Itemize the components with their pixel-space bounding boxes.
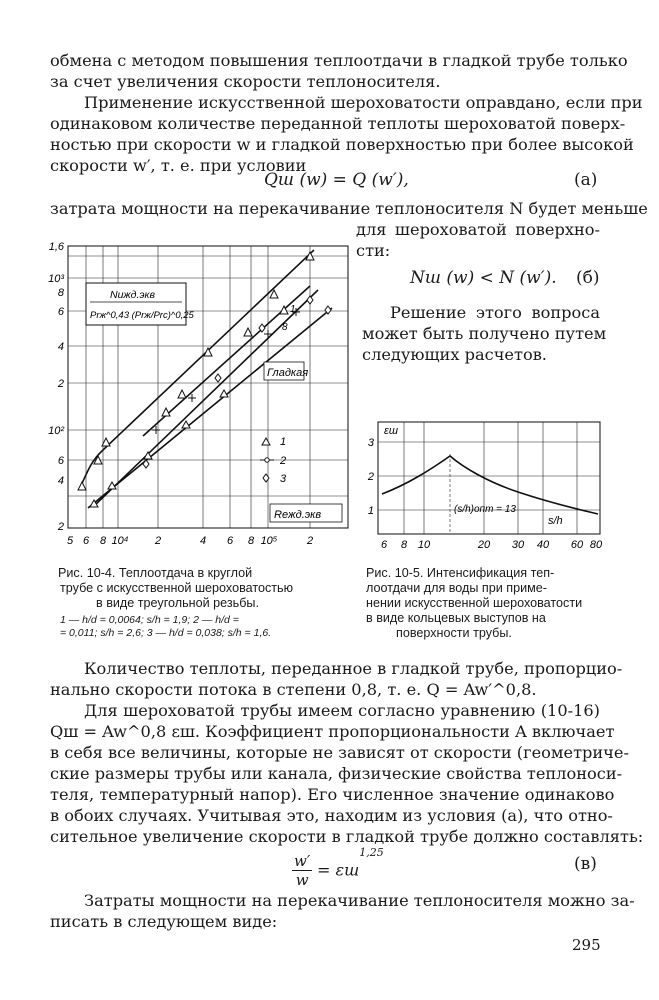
equation-c bbox=[292, 846, 384, 889]
fig4-legend-2: 2 bbox=[280, 455, 287, 467]
text-line: может быть получено путем bbox=[362, 324, 607, 343]
fig4-legend-line: 1 — h/d = 0,0064; s/h = 1,9; 2 — h/d = bbox=[60, 614, 239, 626]
fig4-label-box bbox=[86, 283, 195, 325]
fig4-y-ticks bbox=[48, 241, 65, 533]
svg-text:6: 6 bbox=[226, 535, 234, 547]
fig4-caption-line: Рис. 10-4. Теплоотдача в круглой bbox=[58, 566, 253, 580]
fig5-grid bbox=[378, 422, 600, 534]
fig5-caption-line: лоотдачи для воды при приме- bbox=[366, 581, 548, 595]
svg-text:60: 60 bbox=[570, 539, 584, 551]
fig4-x-ticks bbox=[67, 535, 313, 547]
svg-text:10³: 10³ bbox=[48, 273, 64, 285]
svg-text:10²: 10² bbox=[48, 425, 64, 437]
fig4-y-label-den: Prж^0,43 (Prж/Prс)^0,25 bbox=[90, 310, 194, 321]
fig5-y-label: εш bbox=[384, 425, 398, 437]
fig4-triangle-markers bbox=[90, 390, 228, 507]
svg-text:6: 6 bbox=[380, 539, 388, 551]
text-line: Решение этого вопроса bbox=[390, 303, 600, 322]
fig4-x-label: Reжд.экв bbox=[274, 509, 322, 521]
equation-c-label: (в) bbox=[574, 854, 597, 874]
svg-text:8: 8 bbox=[57, 287, 64, 299]
svg-text:1,6: 1,6 bbox=[48, 241, 64, 253]
svg-text:6: 6 bbox=[57, 306, 64, 318]
text-line: писать в следующем виде: bbox=[50, 912, 278, 931]
equation-b: Nш (w) < N (w′). bbox=[410, 268, 557, 288]
svg-text:2: 2 bbox=[367, 471, 374, 483]
text-line: Количество теплоты, переданное в гладкой трубе, пропорцио- bbox=[84, 659, 623, 678]
equation-a: Qш (w) = Q (w′), bbox=[264, 170, 409, 190]
text-line: в себя все величины, которые не зависят от скорости (геометриче- bbox=[50, 743, 629, 762]
text-line: сительное увеличение скорости в гладкой трубе должно составлять: bbox=[50, 827, 644, 846]
equation-a-label: (а) bbox=[574, 170, 598, 190]
text-line: нально скорости потока в степени 0,8, т. е. Q = Aw′^0,8. bbox=[50, 680, 537, 699]
svg-text:2: 2 bbox=[57, 521, 64, 533]
svg-text:8: 8 bbox=[400, 539, 408, 551]
equation-b-label: (б) bbox=[576, 268, 600, 288]
fig4-smooth-label: Гладкая bbox=[267, 367, 309, 379]
text-line: в обоих случаях. Учитывая это, находим из условия (а), что отно- bbox=[50, 806, 613, 825]
svg-text:6: 6 bbox=[57, 455, 64, 467]
text-line: за счет увеличения скорости теплоносителя. bbox=[50, 72, 441, 91]
text-line: ностью при скорости w и гладкой поверхностью при более высокой bbox=[50, 135, 634, 154]
fig4-caption-line: трубе с искусственной шероховатостью bbox=[60, 581, 294, 595]
eq-c-denominator: w bbox=[295, 870, 309, 889]
fig4-legend-3: 3 bbox=[280, 473, 287, 485]
text-line: Для шероховатой трубы имеем согласно уравнению (10-16) bbox=[84, 701, 600, 720]
fig5-x-ticks bbox=[381, 539, 603, 551]
fig5-caption-line: в виде кольцевых выступов на bbox=[366, 611, 546, 625]
svg-text:4: 4 bbox=[57, 341, 64, 353]
text-line: теля, температурный напор). Его численное значение одинаково bbox=[50, 785, 615, 804]
svg-text:2: 2 bbox=[306, 535, 314, 547]
fig4-caption-line: в виде треугольной резьбы. bbox=[96, 596, 259, 610]
text-line: Qш = Aw^0,8 εш. Коэффициент пропорциональности A включает bbox=[50, 722, 615, 741]
svg-text:1: 1 bbox=[367, 505, 374, 517]
text-line: Применение искусственной шероховатости оправдано, если при bbox=[84, 93, 643, 112]
text-line: для шероховатой поверхно- bbox=[356, 220, 600, 239]
svg-text:3: 3 bbox=[367, 437, 374, 449]
fig5-x-label: s/h bbox=[548, 515, 563, 527]
svg-text:8: 8 bbox=[99, 535, 107, 547]
text-line: одинаковом количестве переданной теплоты шероховатой поверх- bbox=[50, 114, 626, 133]
svg-text:6: 6 bbox=[82, 535, 90, 547]
text-line: ские размеры трубы или канала, физические свойства теплоноси- bbox=[50, 764, 623, 783]
svg-text:10: 10 bbox=[417, 539, 431, 551]
svg-text:40: 40 bbox=[536, 539, 550, 551]
fig5-y-ticks bbox=[367, 437, 375, 517]
page-number: 295 bbox=[572, 936, 601, 954]
text-line: обмена с методом повышения теплоотдачи в гладкой трубе только bbox=[50, 51, 628, 70]
fig4-curve-1 bbox=[88, 308, 332, 508]
svg-text:2: 2 bbox=[154, 535, 162, 547]
fig5-annotation: (s/h)опт = 13 bbox=[454, 504, 516, 515]
svg-text:2: 2 bbox=[57, 378, 64, 390]
svg-text:10⁵: 10⁵ bbox=[260, 535, 278, 547]
text-line: скорости w′, т. е. при условии bbox=[50, 156, 307, 175]
text-line: Затраты мощности на перекачивание теплоносителя можно за- bbox=[84, 891, 635, 910]
text-line: следующих расчетов. bbox=[362, 345, 547, 364]
text-line: сти: bbox=[356, 241, 391, 260]
figure-10-5 bbox=[358, 418, 608, 558]
fig4-legend bbox=[260, 436, 287, 485]
fig4-curve-label-8: 8 bbox=[282, 322, 288, 333]
eq-c-numerator: w′ bbox=[294, 851, 311, 870]
svg-text:20: 20 bbox=[477, 539, 491, 551]
svg-text:10⁴: 10⁴ bbox=[111, 535, 129, 547]
fig4-legend-line: = 0,011; s/h = 2,6; 3 — h/d = 0,038; s/h = 1,6. bbox=[60, 627, 272, 639]
fig5-caption-line: поверхности трубы. bbox=[396, 626, 512, 640]
fig5-caption-line: нении искусственной шероховатости bbox=[366, 596, 583, 610]
fig4-curve-label-1: 1 bbox=[290, 304, 296, 315]
text-line: затрата мощности на перекачивание теплоносителя N будет меньше bbox=[50, 199, 648, 218]
fig4-y-label-num: Nuжд.экв bbox=[110, 289, 155, 301]
svg-text:4: 4 bbox=[57, 475, 64, 487]
svg-text:5: 5 bbox=[66, 535, 74, 547]
fig4-legend-1: 1 bbox=[280, 436, 287, 448]
eq-c-rhs: = εш bbox=[317, 860, 360, 880]
svg-text:80: 80 bbox=[589, 539, 603, 551]
fig5-caption-line: Рис. 10-5. Интенсификация теп- bbox=[366, 566, 555, 580]
eq-c-exponent: 1,25 bbox=[359, 846, 384, 859]
svg-text:8: 8 bbox=[247, 535, 255, 547]
figure-10-4 bbox=[48, 238, 358, 558]
svg-text:30: 30 bbox=[511, 539, 525, 551]
svg-text:4: 4 bbox=[199, 535, 207, 547]
